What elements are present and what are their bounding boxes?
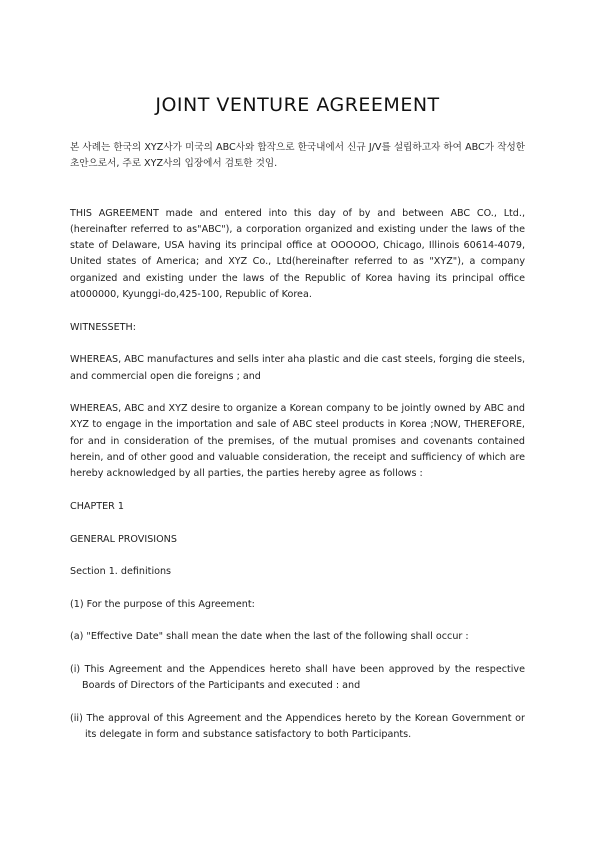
preamble-paragraph: THIS AGREEMENT made and entered into this day of by and between ABC CO., Ltd., (hereinafter referred to as"ABC"), a corporation organized and existing under the laws of the state of Delaware, USA having its principal office at OOOOOO, Chicago, Illinois 60614-4079, United states of America; and XYZ Co., Ltd(hereinafter referred to as "XYZ"), a company organized and existing under the laws of the Republic of Korea having its principal office at000000, Kyunggi-do,425-100, Republic of Korea. xyxy=(70,207,525,301)
section-heading: Section 1. definitions xyxy=(70,566,172,578)
document-title: JOINT VENTURE AGREEMENT xyxy=(155,94,440,116)
chapter-title: GENERAL PROVISIONS xyxy=(70,533,177,545)
clause-1: (1) For the purpose of this Agreement: xyxy=(70,598,255,610)
chapter-heading: CHAPTER 1 xyxy=(70,500,125,512)
witnesseth-heading: WITNESSETH: xyxy=(70,321,136,333)
clause-i: (i) This Agreement and the Appendices hereto shall have been approved by the respective Boards of Directors of the Participants and executed : and xyxy=(70,663,525,692)
whereas-paragraph-2: WHEREAS, ABC and XYZ desire to organize a Korean company to be jointly owned by ABC and XYZ to engage in the importation and sale of ABC steel products in Korea ;NOW, THEREFORE, for and in consideration of the premises, of the mutual promises and covenants contained herein, and of other good and valuable consideration, the receipt and sufficiency of which are hereby acknowledged by all parties, the parties hereby agree as follows : xyxy=(70,403,525,480)
whereas-paragraph-1: WHEREAS, ABC manufactures and sells inter aha plastic and die cast steels, forging die steels, and commercial open die foreigns ; and xyxy=(70,354,525,382)
clause-ii: (ii) The approval of this Agreement and the Appendices hereto by the Korean Government or its delegate in form and substance satisfactory to both Participants. xyxy=(70,712,525,741)
intro-paragraph: 본 사례는 한국의 XYZ사가 미국의 ABC사와 합작으로 한국내에서 신규 J/V를 설립하고자 하여 ABC가 작성한 초안으로서, 주로 XYZ사의 입장에서 검토한 것임. xyxy=(70,142,525,170)
document-body xyxy=(70,140,525,743)
clause-a: (a) "Effective Date" shall mean the date when the last of the following shall occur : xyxy=(70,631,469,643)
